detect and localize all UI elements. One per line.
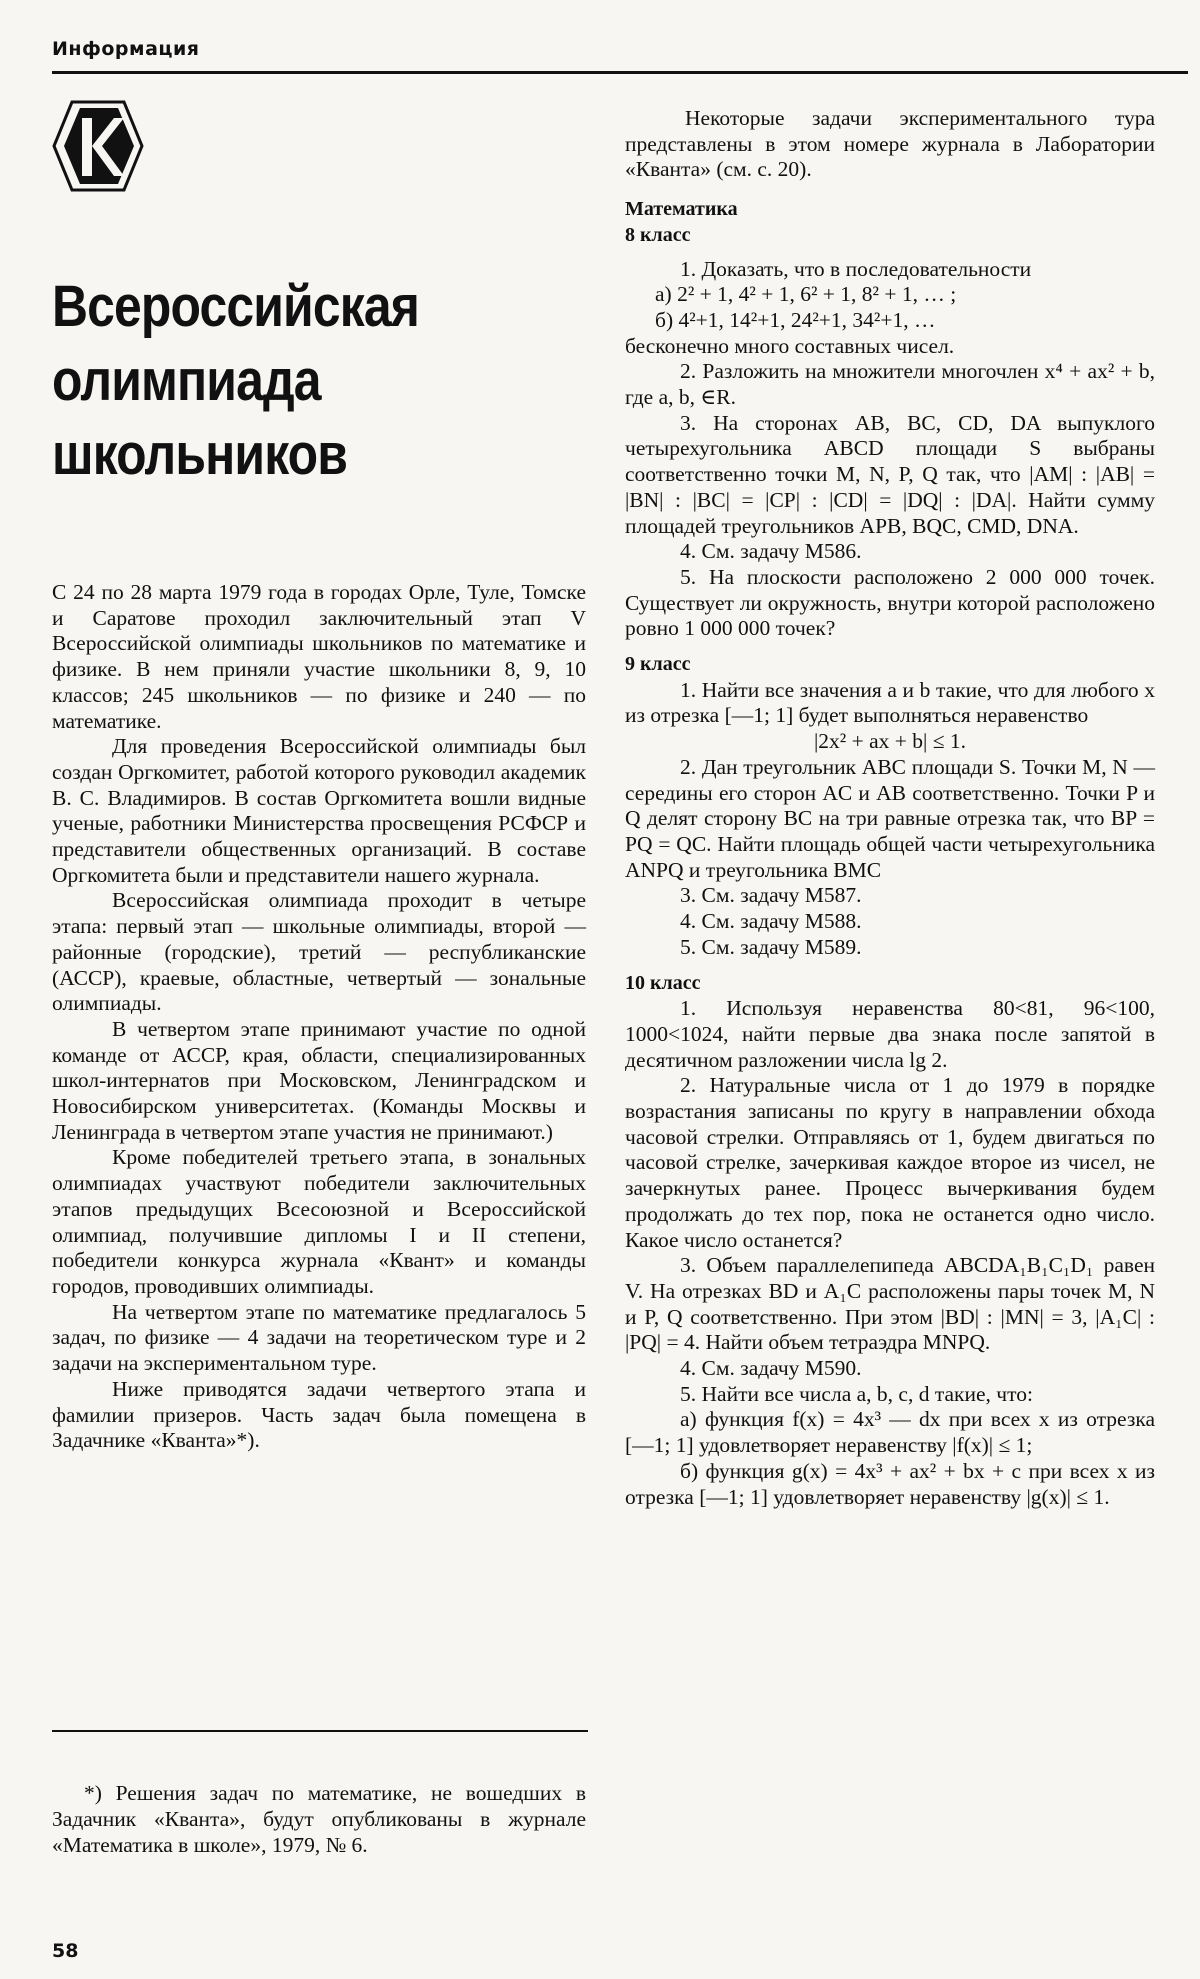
grade-8-task-1-end: бесконечно много составных чисел. bbox=[625, 333, 955, 358]
grade-9-task-4: 4. См. задачу М588. bbox=[680, 909, 862, 934]
grade-9-task-1: 1. Найти все значения a и b такие, что для любого x из отрезка [—1; 1] будет выполняться неравенство bbox=[625, 677, 1155, 728]
kvant-logo-icon bbox=[52, 100, 144, 192]
grade-10-task-3: 3. Объем параллелепипеда ABCDA₁B₁C₁D₁ равен V. На отрезках BD и A₁C расположены пары точек M, N и P, Q соответственно. При этом |BD| : |MN| = 3, |A₁C| : |PQ| = 4. Найти объем тетраэдра MNPQ. bbox=[625, 1253, 1155, 1355]
section-label: Информация bbox=[52, 38, 200, 60]
body-paragraph: Ниже приводятся задачи четвертого этапа и фамилии призеров. Часть задач была помещена в Задачнике «Кванта»*). bbox=[52, 1376, 586, 1453]
grade-10-task-1: 1. Используя неравенства 80<81, 96<100, 1000<1024, найти первые два знака после запятой в десятичном разложении числа lg 2. bbox=[625, 996, 1155, 1072]
grade-9-task-5: 5. См. задачу М589. bbox=[680, 934, 862, 959]
grade-8-task-2: 2. Разложить на множители многочлен x⁴ + ax² + b, где a, b, ∈R. bbox=[625, 359, 1155, 410]
grade-9-task-3: 3. См. задачу М587. bbox=[680, 883, 862, 908]
grade-8-heading: 8 класс bbox=[625, 223, 691, 246]
header-rule bbox=[52, 71, 1188, 74]
grade-10-task-4: 4. См. задачу М590. bbox=[680, 1356, 862, 1381]
title-line: Всероссийская bbox=[52, 274, 419, 339]
right-column bbox=[625, 106, 1155, 1510]
footnote-rule bbox=[52, 1730, 588, 1732]
body-paragraph: В четвертом этапе принимают участие по одной команде от АССР, края, области, специализированных школ-интернатов при Московском, Ленинградском и Новосибирском университетах. (Команды Москвы и Ленинграда в четвертом этапе участия не принимают.) bbox=[52, 1016, 586, 1144]
lab-note: Некоторые задачи экспериментального тура представлены в этом номере журнала в Лаборатории «Кванта» (см. с. 20). bbox=[625, 106, 1155, 182]
body-paragraph: Кроме победителей третьего этапа, в зональных олимпиадах участвуют победители заключительных этапов предыдущих Всесоюзной и Всероссийской олимпиад, получившие дипломы I и II степени, победители конкурса журнала «Квант» и команды городов, проводивших олимпиады. bbox=[52, 1145, 586, 1298]
grade-9-task-1-formula: |2x² + ax + b| ≤ 1. bbox=[813, 729, 967, 754]
grade-10-task-5-a: а) функция f(x) = 4x³ — dx при всех x из отрезка [—1; 1] удовлетворяет неравенству |f(x)| ≤ 1; bbox=[625, 1407, 1155, 1458]
grade-8-task-3: 3. На сторонах AB, BC, CD, DA выпуклого четырехугольника ABCD площади S выбраны соответственно точки M, N, P, Q так, что |AM| : |AB| = |BN| : |BC| = |CP| : |CD| = |DQ| : |DA|. Найти сумму площадей треугольников APB, BQC, CMD, DNA. bbox=[625, 410, 1155, 538]
grade-9-task-2: 2. Дан треугольник ABC площади S. Точки M, N — середины его сторон AC и AB соответственно. Точки P и Q делят сторону BC на три равные отрезка так, что BP = PQ = QC. Найти площадь общей части четырехугольника ANPQ и треугольника BMC bbox=[625, 754, 1155, 882]
title-line: олимпиада bbox=[52, 348, 321, 413]
intro-paragraph: С 24 по 28 марта 1979 года в городах Орле, Туле, Томске и Саратове проходил заключительный этап V Всероссийской олимпиады школьников по математике и физике. В нем приняли участие школьники 8, 9, 10 классов; 245 школьников — по физике и 240 — по математике. bbox=[52, 580, 586, 733]
section-header bbox=[52, 38, 1188, 60]
grade-10-task-2: 2. Натуральные числа от 1 до 1979 в порядке возрастания записаны по кругу в направлении обхода часовой стрелки. Отправляясь от 1, будем двигаться по часовой стрелке, зачеркивая каждое второе из чисел, не зачеркнутых ранее. Процесс вычеркивания будем продолжать до тех пор, пока не останется одно число. Какое число останется? bbox=[625, 1073, 1155, 1252]
body-paragraph: Всероссийская олимпиада проходит в четыре этапа: первый этап — школьные олимпиады, второй — районные (городские), третий — республиканские (АССР), краевые, областные, четвертый — зональные олимпиады. bbox=[52, 888, 586, 1016]
grade-10-heading: 10 класс bbox=[625, 971, 701, 994]
subject-heading: Математика bbox=[625, 198, 738, 221]
grade-9-heading: 9 класс bbox=[625, 653, 691, 676]
article-title bbox=[52, 270, 516, 492]
body-paragraph: На четвертом этапе по математике предлагалось 5 задач, по физике — 4 задачи на теоретическом туре и 2 задачи на экспериментальном туре. bbox=[52, 1299, 586, 1376]
footnote-text: *) Решения задач по математике, не вошедших в Задачник «Кванта», будут опубликованы в журнале «Математика в школе», 1979, № 6. bbox=[52, 1781, 586, 1857]
left-column bbox=[52, 580, 586, 1454]
grade-8-task-4: 4. См. задачу М586. bbox=[680, 539, 862, 564]
body-paragraph: Для проведения Всероссийской олимпиады был создан Оргкомитет, работой которого руководил академик В. С. Владимиров. В состав Оргкомитета вошли видные ученые, работники Министерства просвещения РСФСР и представители общественных организаций. В составе Оргкомитета были и представители нашего журнала. bbox=[52, 734, 586, 887]
grade-8-task-5: 5. На плоскости расположено 2 000 000 точек. Существует ли окружность, внутри которой расположено ровно 1 000 000 точек? bbox=[625, 564, 1155, 641]
grade-8-task-1: 1. Доказать, что в последовательности bbox=[680, 256, 1032, 281]
footnote bbox=[52, 1780, 586, 1858]
title-line: школьников bbox=[52, 422, 348, 487]
grade-8-task-1-b: б) 4²+1, 14²+1, 24²+1, 34²+1, … bbox=[655, 307, 936, 332]
grade-10-task-5-b: б) функция g(x) = 4x³ + ax² + bx + c при всех x из отрезка [—1; 1] удовлетворяет неравенству |g(x)| ≤ 1. bbox=[625, 1458, 1155, 1509]
grade-10-task-5: 5. Найти все числа a, b, c, d такие, что: bbox=[680, 1381, 1033, 1406]
grade-8-task-1-a: а) 2² + 1, 4² + 1, 6² + 1, 8² + 1, … ; bbox=[655, 282, 957, 307]
page-number: 58 bbox=[52, 1940, 79, 1962]
